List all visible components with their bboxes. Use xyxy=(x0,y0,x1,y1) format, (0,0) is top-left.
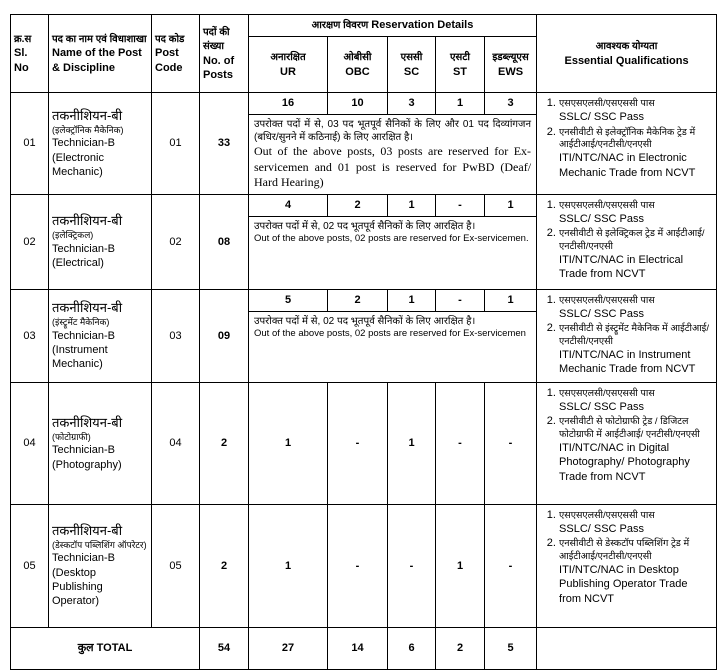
total-ur: 27 xyxy=(249,627,328,669)
post-name-hindi: तकनीशियन-बी xyxy=(52,300,123,316)
qualification-english: SSLC/ SSC Pass xyxy=(559,523,645,536)
table-row xyxy=(11,382,717,504)
table-row xyxy=(11,194,717,216)
qualification-hindi: 1. एसएसएलसी/एसएससी पास xyxy=(559,509,655,521)
qualification-english: ITI/NTC/NAC in Electrical Trade from NCVT xyxy=(559,254,684,281)
reservation-obc: 2 xyxy=(328,289,388,311)
reservation-st: 1 xyxy=(436,93,485,115)
qualification-english: SSLC/ SSC Pass xyxy=(559,111,645,124)
post-code: 01 xyxy=(152,93,200,195)
qualification-hindi: 1. एसएसएलसी/एसएससी पास xyxy=(559,199,655,211)
post-name-english: Technician-B xyxy=(52,137,115,150)
note-hindi: उपरोक्त पदों में से, 03 पद भूतपूर्व सैनिकों के लिए और 01 पद दिव्यांगजन (बधिर/सुनने में कठिनाई) के लिए आरक्षित है। xyxy=(254,119,532,143)
post-name-hindi: तकनीशियन-बी xyxy=(52,107,123,123)
qualification-item xyxy=(559,198,712,227)
qualification-item xyxy=(559,226,712,281)
qualification-item xyxy=(559,414,712,484)
qualification-hindi: 2. एनसीवीटी से फोटोग्राफी ट्रेड / डिजिटल फोटोग्राफी में आईटीआई/ एनटीसी/एनएसी xyxy=(559,416,700,440)
note-hindi: उपरोक्त पदों में से, 02 पद भूतपूर्व सैनिकों के लिए आरक्षित है। xyxy=(254,315,476,327)
post-name xyxy=(49,289,152,382)
qualification-hindi: 2. एनसीवीटी से इलेक्ट्रॉनिक मैकेनिक ट्रेड में आईटीआई/एनटीसी/एनएसी xyxy=(559,126,696,150)
reservation-st: - xyxy=(436,382,485,504)
cat-english: UR xyxy=(280,65,296,78)
reservation-st: - xyxy=(436,289,485,311)
qualifications xyxy=(537,504,717,627)
header-sl: क्र.स Sl. No xyxy=(11,15,49,93)
reservation-obc: 2 xyxy=(328,194,388,216)
serial-number: 01 xyxy=(11,93,49,195)
qualification-item xyxy=(559,536,712,606)
qualification-hindi: 2. एनसीवीटी से डेस्कटॉप पब्लिशिंग ट्रेड में आईटीआई/एनटीसी/एनएसी xyxy=(559,538,690,562)
reservation-ur: 16 xyxy=(249,93,328,115)
reservation-st: 1 xyxy=(436,504,485,627)
reservation-sc: 1 xyxy=(388,382,436,504)
reservation-obc: - xyxy=(328,504,388,627)
cat-hindi: इडब्ल्यूएस xyxy=(492,52,529,64)
qualification-item xyxy=(559,293,712,322)
total-qualifications-empty xyxy=(537,627,717,669)
reservation-ews: 1 xyxy=(485,194,537,216)
cat-english: EWS xyxy=(497,65,524,78)
cat-english: OBC xyxy=(345,65,370,78)
post-code: 02 xyxy=(152,194,200,289)
header-cat-sc xyxy=(388,37,436,93)
discipline-english: (Instrument Mechanic) xyxy=(52,343,108,371)
discipline-hindi: (इंस्ट्रूमेंट मैकेनिक) xyxy=(52,316,110,327)
reservation-ews: - xyxy=(485,504,537,627)
table-row xyxy=(11,289,717,311)
qualifications xyxy=(537,382,717,504)
qualification-list xyxy=(541,198,712,282)
qualification-item xyxy=(559,125,712,180)
discipline-english: (Electronic Mechanic) xyxy=(52,151,104,178)
qualification-list xyxy=(541,293,712,377)
post-name-hindi: तकनीशियन-बी xyxy=(52,522,123,538)
reservation-note xyxy=(249,216,537,289)
note-english: Out of the above posts, 02 posts are reserved for Ex-servicemen xyxy=(254,327,526,339)
qualification-english: ITI/NTC/NAC in Desktop Publishing Operator Trade from NCVT xyxy=(559,564,688,605)
reservation-note xyxy=(249,115,537,195)
qualification-item xyxy=(559,508,712,537)
note-english: Out of the above posts, 03 posts are reserved for Ex-servicemen and 01 post is reserved for PwBD (Deaf/ Hard Hearing) xyxy=(254,144,532,190)
number-of-posts: 2 xyxy=(200,382,249,504)
header-name: पद का नाम एवं विधाशाखा Name of the Post & Discipline xyxy=(49,15,152,93)
serial-number: 02 xyxy=(11,194,49,289)
note-hindi: उपरोक्त पदों में से, 02 पद भूतपूर्व सैनिकों के लिए आरक्षित है। xyxy=(254,220,476,232)
qualification-hindi: 1. एसएसएलसी/एसएससी पास xyxy=(559,294,655,306)
discipline-hindi: (इलेक्ट्रिकल) xyxy=(52,230,94,241)
qualification-item xyxy=(559,386,712,415)
qualification-english: SSLC/ SSC Pass xyxy=(559,401,645,414)
header-cat-ur xyxy=(249,37,328,93)
post-code: 05 xyxy=(152,504,200,627)
table-row xyxy=(11,93,717,115)
qualification-hindi: 1. एसएसएलसी/एसएससी पास xyxy=(559,98,655,109)
serial-number: 03 xyxy=(11,289,49,382)
discipline-english: (Photography) xyxy=(52,458,122,471)
reservation-st: - xyxy=(436,194,485,216)
reservation-sc: 3 xyxy=(388,93,436,115)
reservation-ur: 1 xyxy=(249,504,328,627)
post-name xyxy=(49,194,152,289)
qualifications xyxy=(537,194,717,289)
header-cat-ews xyxy=(485,37,537,93)
reservation-sc: 1 xyxy=(388,194,436,216)
cat-hindi: एसटी xyxy=(450,52,470,64)
total-posts: 54 xyxy=(200,627,249,669)
qualification-item xyxy=(559,321,712,376)
post-name-english: Technician-B xyxy=(52,242,115,255)
post-name xyxy=(49,504,152,627)
cat-english: ST xyxy=(452,65,468,78)
qualification-list xyxy=(541,508,712,606)
qualification-hindi: 2. एनसीवीटी से इलेक्ट्रिकल ट्रेड में आईटीआई/ एनटीसी/एनएसी xyxy=(559,228,705,252)
header-qualifications: आवश्यक योग्यता Essential Qualifications xyxy=(537,15,717,93)
qualification-english: ITI/NTC/NAC in Instrument Mechanic Trade from NCVT xyxy=(559,349,696,376)
table-row xyxy=(11,504,717,627)
post-code: 04 xyxy=(152,382,200,504)
header-cat-st xyxy=(436,37,485,93)
discipline-hindi: (डेस्कटॉप पब्लिशिंग ऑपरेटर) xyxy=(52,539,147,550)
reservation-ews: - xyxy=(485,382,537,504)
total-sc: 6 xyxy=(388,627,436,669)
qualification-list xyxy=(541,96,712,180)
reservation-sc: 1 xyxy=(388,289,436,311)
post-name-english: Technician-B xyxy=(52,444,115,457)
number-of-posts: 09 xyxy=(200,289,249,382)
post-name xyxy=(49,382,152,504)
qualifications xyxy=(537,93,717,195)
reservation-obc: 10 xyxy=(328,93,388,115)
reservation-ews: 3 xyxy=(485,93,537,115)
post-name xyxy=(49,93,152,195)
total-obc: 14 xyxy=(328,627,388,669)
cat-hindi: ओबीसी xyxy=(343,52,372,64)
reservation-note xyxy=(249,311,537,382)
number-of-posts: 08 xyxy=(200,194,249,289)
header-posts: पदों की संख्या No. of Posts xyxy=(200,15,249,93)
serial-number: 05 xyxy=(11,504,49,627)
discipline-english: (Desktop Publishing Operator) xyxy=(52,566,103,608)
discipline-hindi: (फोटोग्राफी) xyxy=(52,431,91,442)
cat-hindi: अनारक्षित xyxy=(270,52,306,64)
note-english: Out of the above posts, 02 posts are reserved for Ex-servicemen. xyxy=(254,232,529,244)
qualifications xyxy=(537,289,717,382)
qualification-hindi: 2. एनसीवीटी से इंस्ट्रूमेंट मैकेनिक में आईटीआई/ एनटीसी/एनएसी xyxy=(559,323,709,347)
header-code: पद कोड Post Code xyxy=(152,15,200,93)
post-name-hindi: तकनीशियन-बी xyxy=(52,414,123,430)
qualification-english: SSLC/ SSC Pass xyxy=(559,308,645,321)
total-row xyxy=(11,627,717,669)
total-st: 2 xyxy=(436,627,485,669)
reservation-ur: 4 xyxy=(249,194,328,216)
post-name-hindi: तकनीशियन-बी xyxy=(52,213,123,229)
header-cat-obc xyxy=(328,37,388,93)
qualification-english: SSLC/ SSC Pass xyxy=(559,213,645,226)
total-label: कुल TOTAL xyxy=(11,627,200,669)
serial-number: 04 xyxy=(11,382,49,504)
reservation-ews: 1 xyxy=(485,289,537,311)
qualification-item xyxy=(559,96,712,125)
number-of-posts: 2 xyxy=(200,504,249,627)
cat-english: SC xyxy=(403,65,420,78)
qualification-list xyxy=(541,386,712,484)
reservation-sc: - xyxy=(388,504,436,627)
total-ews: 5 xyxy=(485,627,537,669)
post-code: 03 xyxy=(152,289,200,382)
recruitment-table xyxy=(10,14,717,670)
header-reservation: आरक्षण विवरण Reservation Details xyxy=(249,15,537,37)
cat-hindi: एससी xyxy=(400,52,423,64)
qualification-english: ITI/NTC/NAC in Electronic Mechanic Trade from NCVT xyxy=(559,152,696,179)
number-of-posts: 33 xyxy=(200,93,249,195)
reservation-obc: - xyxy=(328,382,388,504)
qualification-english: ITI/NTC/NAC in Digital Photography/ Photography Trade from NCVT xyxy=(559,442,690,483)
post-name-english: Technician-B xyxy=(52,552,115,565)
reservation-ur: 5 xyxy=(249,289,328,311)
discipline-hindi: (इलेक्ट्रॉनिक मैकेनिक) xyxy=(52,124,124,135)
qualification-hindi: 1. एसएसएलसी/एसएससी पास xyxy=(559,387,655,399)
post-name-english: Technician-B xyxy=(52,329,115,342)
reservation-ur: 1 xyxy=(249,382,328,504)
discipline-english: (Electrical) xyxy=(52,257,104,270)
